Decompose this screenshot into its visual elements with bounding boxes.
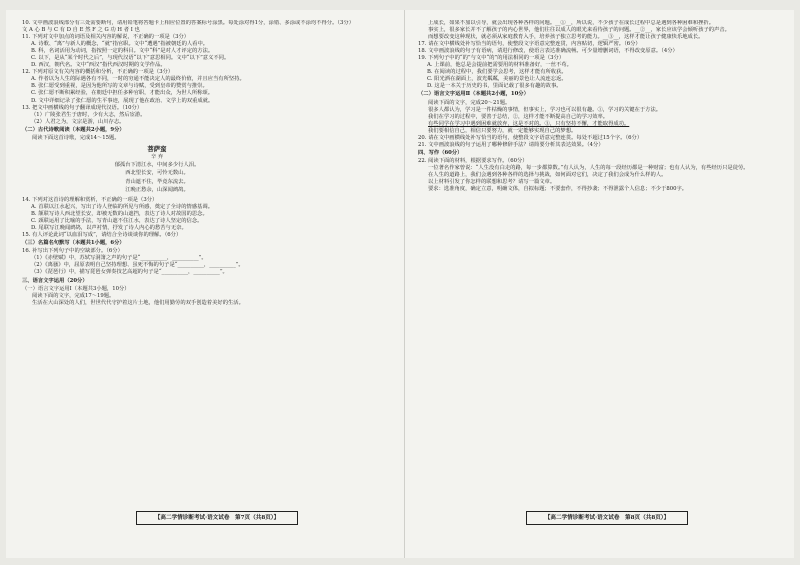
q12-option-a: A. 作者以为人生的际遇各有不同，一时的穷通不能决定人的最终价值，并且应当有所坚持。 (31, 76, 245, 83)
passage-paragraph: 上成长，如果不加以引导，就会出现各种各样的问题。__①__，所以说，不少孩子在成长过程中总是遇到各种困难和挫折。 (428, 20, 715, 26)
q11-option-c: C. 以下，是从“某个时代之后”，与现代汉语“以下”意思相同。文中“以下”意义不同。 (31, 55, 230, 62)
page-fold (404, 10, 405, 558)
passage-paragraph: 而想要改变这种现状，就必须从家庭教育入手，培养孩子独立思考的能力。__③__，这样才能让孩子健康快乐地成长。 (428, 34, 704, 41)
poem-line: 江晚正愁余，山深闻鹧鸪。 (125, 186, 189, 193)
q11-option-a: A. 诗歌、“离”与新人的概念，“就”指官职。文中“遭遇”指被朝廷的人看中。 (31, 41, 209, 48)
q14-option-b: B. 颔联写诗人西北望长安，却被无数的山遮挡，表达了诗人对故国的思念。 (31, 211, 208, 218)
question-21: 21. 文中画波浪线的句子运用了哪种修辞手法？请简要分析其表达效果。（4分） (418, 141, 604, 148)
q16-part-1: （1）《赤壁赋》中，苏轼写洞箫之声的句子是“__________，__________”。 (31, 255, 207, 262)
question-20: 20. 请在文中画横线处补写恰当的语句，使整段文字语意完整连贯。每处不超过15个字。（6分） (418, 134, 643, 141)
q11-option-b: B. 科，名词活用为动词，指按照一定的科目。文中“科”是对人才评定的方法。 (31, 48, 214, 55)
q13-part-2: （2）人君之为，文宗是游，山川存志。 (31, 118, 125, 125)
question-17: 17. 请在文中横线处补写恰当的语句，使整段文字语意完整连贯，内容贴切，逻辑严密。（6分） (418, 41, 641, 48)
right-page (418, 20, 784, 508)
question-15: 15. 有人评论此词“以血泪写成”，请结合全诗谈谈你的理解。（6分） (22, 232, 182, 239)
section-writing: 四、写作（60分） (418, 149, 463, 156)
writing-material: 在人生的道路上，我们会遇到各种各样的选择与挑战，如何面对它们，决定了我们会成为什么样的人。 (428, 171, 667, 178)
question-10: 10. 文中画波浪线部分有三处需要断句，请用铅笔将答题卡上相应位置的答案标号涂黑。每处涂对得1分，涂错、多涂或不涂均不得分。（3分） (22, 20, 355, 26)
question-22: 22. 阅读下面的材料，根据要求写作。（60分） (418, 157, 528, 164)
poetry-instruction: 阅读下面这首诗歌，完成14～15题。 (32, 134, 120, 141)
poem-title: 菩萨蛮 (147, 144, 167, 153)
question-13: 13. 把文中画横线的句子翻译成现代汉语。（10分） (22, 104, 143, 111)
section-poetry: （二）古代诗歌阅读（本题共2小题，9分） (22, 126, 125, 133)
section-language-use: 三、语言文字运用（20分） (22, 277, 88, 284)
poem-line: 郁孤台下清江水，中间多少行人泪。 (114, 162, 200, 169)
passage-paragraph: 很多人都认为，学习是一件枯燥的事情，但事实上，学习也可以很有趣。①，学习的关键在于方法。 (428, 106, 662, 113)
writing-requirements: 要求：选准角度，确定立意，明确文体，自拟标题；不要套作，不得抄袭；不得泄露个人信息；不少于800字。 (428, 186, 688, 193)
question-12: 12. 下列对原文有关内容的概括和分析，不正确的一项是（3分） (22, 69, 174, 76)
passage-paragraph-wavy: 有些同学在学习中遇到困难就放弃，这是不对的。③，只有坚持不懈，才能取得成功。 (428, 120, 630, 127)
poem-line: 青山遮不住，毕竟东流去。 (125, 178, 189, 185)
question-19: 19. 下列句子中的“的”与文中“的”的用法相同的一项是（3分） (418, 55, 565, 62)
passage-paragraph: 事实上，很多家长并不了解孩子的内心世界，他们往往以成人的眼光来看待孩子的问题。__②__，家长应该学会倾听孩子的声音。 (428, 27, 730, 34)
writing-material: 一位著名作家曾说：“人生没有白走的路，每一步都算数。”有人认为，人生的每一段经历都是一种财富；也有人认为，有些经历只是徒劳。 (428, 164, 749, 171)
question-14: 14. 下列对这首诗的理解和赏析，不正确的一项是（3分） (22, 197, 158, 204)
q16-part-2: （2）《离骚》中，屈原表明自己坚持理想、虽死不悔的句子是“__________，__________”。 (31, 262, 244, 269)
poem-block (82, 145, 232, 194)
q12-option-c: C. 张仁愿不断积累经验，在朝廷中担任多种官职，才能出众，为世人所称颂。 (31, 90, 214, 97)
subsection-language-1: （一）语言文字运用Ⅰ（本题共3小题，10分） (22, 285, 130, 292)
exam-sheet (6, 10, 794, 558)
question-16: 16. 补写出下列句子中的空缺部分。（6分） (22, 248, 123, 255)
language-instruction: 阅读下面的文字，完成17～19题。 (32, 292, 115, 299)
q19-option-b: B. 在阅读的过程中，我们要学会思考，这样才能有所收获。 (427, 69, 567, 76)
language2-instruction: 阅读下面的文字，完成20～21题。 (428, 99, 511, 106)
footer-left: 【高二学情诊断考试·语文试卷 第7页（共8页）】 (136, 511, 298, 525)
passage-paragraph: 我们要相信自己，相信只要努力，就一定能够实现自己的梦想。 (428, 127, 577, 134)
subsection-language-2: （二）语言文字运用Ⅱ（本题共2小题，10分） (418, 91, 529, 98)
q19-option-c: C. 阳光洒在湖面上，波光粼粼，美丽的景色让人流连忘返。 (427, 76, 567, 83)
q12-option-b: B. 张仁愿受到重视，是因为他所写的文章与诗赋，受到皇帝的赞赏与推崇。 (31, 83, 208, 90)
q19-option-d: D. 这是一本关于历史的书，里面记载了很多有趣的故事。 (427, 83, 562, 90)
punctuation-boxes: 文 A 心 B 与 C 有 D 自 E 然 F 之 G 功 H 者 I 也 (22, 27, 140, 34)
poem-author: 辛 弃 (150, 154, 164, 160)
q14-option-a: A. 首联以江水起兴，写出了诗人登临的所见与所感，奠定了全诗的情感基调。 (31, 204, 213, 211)
poem-line: 西北望长安，可怜无数山。 (125, 170, 189, 177)
q14-option-c: C. 颈联运用了比喻的手法，写青山遮不住江水，表达了诗人坚定的信念。 (31, 218, 203, 225)
footer-right: 【高二学情诊断考试·语文试卷 第8页（共8页）】 (526, 511, 688, 525)
passage-paragraph: 我们在学习的过程中，要善于总结，②，这样才能不断提高自己的学习效率。 (428, 113, 609, 120)
writing-prompt: 以上材料引发了你怎样的联想和思考？请写一篇文章。 (428, 179, 556, 186)
q16-part-3: （3）《琵琶行》中，描写琵琶女弹奏技艺高超的句子是“__________，__________”。 (31, 269, 228, 276)
language-passage: 生活在大山深处的人们，世世代代守护着这片土地，他们用勤劳的双手创造着美好的生活。 (32, 299, 244, 306)
left-page (22, 20, 388, 508)
q13-part-1: （1）广陵张君生于唐时，少有大志，然后宦游。 (31, 111, 146, 118)
question-11: 11. 下列对文中加点的词语及相关内容的解说，不正确的一项是（3分） (22, 34, 190, 41)
q14-option-d: D. 尾联写江晚闻鹧鸪，以声衬情，抒发了诗人内心的愁苦与无奈。 (31, 225, 187, 232)
question-18: 18. 文中画波浪线的句子有语病，请进行修改，使语言表达准确流畅。可少量增删词语，不得改变原意。（4分） (418, 48, 678, 55)
q12-option-d: D. 文中详细记录了张仁愿的生平事迹，展现了他在政治、文学上的双重成就。 (31, 97, 214, 104)
section-recitation: （三）名篇名句默写（本题共1小题，6分） (22, 240, 125, 247)
q19-option-a: A. 上课前，他总是会提前把需要用的材料准备好，一丝不苟。 (427, 62, 572, 69)
q11-option-d: D. 西汉，朝代名。文中“西汉”指代西汉时期的文学作品。 (31, 62, 166, 69)
